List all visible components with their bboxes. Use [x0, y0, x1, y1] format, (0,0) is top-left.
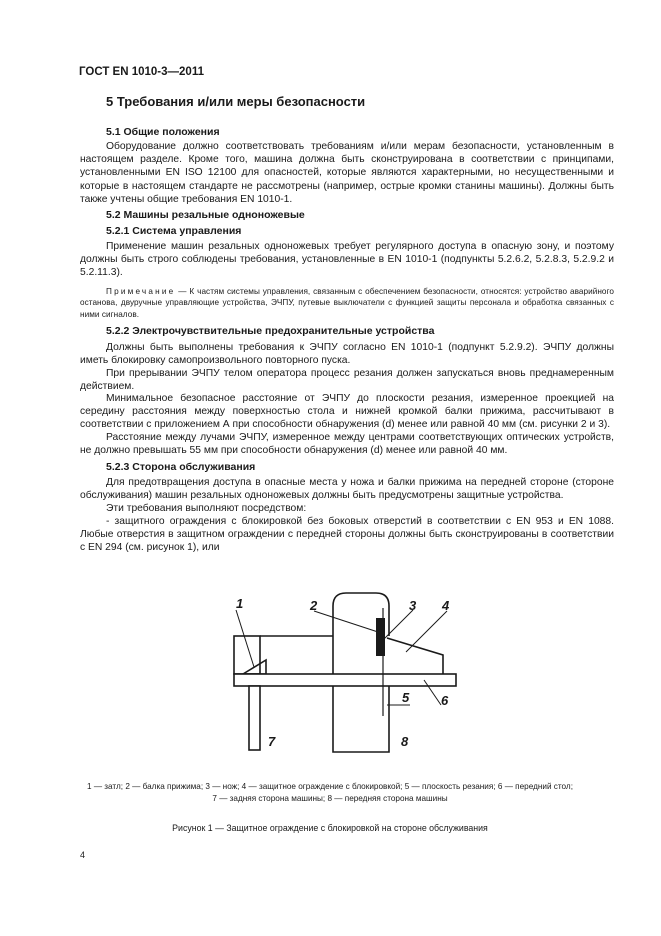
standard-header: ГОСТ EN 1010-3—2011 — [79, 66, 204, 78]
figure-label-3: 3 — [409, 598, 417, 613]
figure-label-1: 1 — [236, 596, 244, 611]
figure-caption: Рисунок 1 — Защитное ограждение с блокировкой на стороне обслуживания — [172, 823, 488, 833]
rear-side-block — [234, 636, 260, 674]
knife — [376, 618, 385, 656]
paragraph-5-2-3-c: - защитного ограждения с блокировкой без боковых отверстий в соответствии с EN 953 и EN 1088. Любые отверстия в защитном ограждении с передней стороны должны быть сконструированы в соответствии с EN 294 (см. рисунок 1), или — [80, 516, 614, 554]
paragraph-5-1: Оборудование должно соответствовать требованиям и/или мерам безопасности, установленным в настоящем разделе. Кроме того, машина должна быть сконструирована в соответствии с принципами, установленными EN ISO 12100 для опасностей, которые являются характерными, но несущественными и которые в настоящем стандарте не рассмотрены (например, острые кромки станины машины). Должны быть также учтены общие требования EN 1010-1. — [80, 141, 614, 205]
note-label: Примечание — [106, 287, 176, 296]
paragraph-5-2-3-a: Для предотвращения доступа в опасные места у ножа и балки прижима на передней стороне (стороне обслуживания) машин резальных одноножевых должны быть предусмотрены защитные устройства. — [80, 477, 614, 502]
heading-5-1: 5.1 Общие положения — [106, 126, 220, 138]
heading-5-2-3: 5.2.3 Сторона обслуживания — [106, 461, 256, 473]
leader-4 — [406, 611, 447, 652]
paragraph-5-2-2-c: Минимальное безопасное расстояние от ЭЧПУ до плоскости резания, измеренное проекцией на середину расстояния между поверхностью стола и нижней кромкой балки прижима, рассчитывают в соответствии с приложением А при способности обнаружения (d) менее или равной 40 мм (см. рисунки 2 и 3). — [80, 393, 614, 431]
front-column — [333, 686, 389, 752]
paragraph-5-2-3-b: Эти требования выполняют посредством: — [106, 503, 307, 514]
leader-3 — [383, 610, 413, 640]
heading-5-2-2: 5.2.2 Электрочувствительные предохранительные устройства — [106, 325, 435, 337]
leader-1 — [236, 610, 254, 667]
paragraph-5-2-2-d: Расстояние между лучами ЭЧПУ, измеренное между центрами соответствующих оптических устройств, не должно превышать 55 мм при способности обнаружения (d) менее или равной 40 мм. — [80, 432, 614, 457]
paragraph-5-2-2-a: Должны быть выполнены требования к ЭЧПУ согласно EN 1010-1 (подпункт 5.2.9.2). ЭЧПУ должны иметь блокировку самопроизвольного повторного пуска. — [80, 342, 614, 367]
front-table — [234, 674, 456, 686]
figure-legend-line-1: 1 — затл; 2 — балка прижима; 3 — нож; 4 — защитное ограждение с блокировкой; 5 — плоскость резания; 6 — передний стол; — [87, 782, 573, 791]
note-text: — К частям системы управления, связанным с обеспечением безопасности, относятся: устройство аварийного останова, двуручные управляющие устройства, ЭЧПУ, путевые выключатели с функцией защиты персонала и обработка связанных с ними сигналов. — [80, 287, 614, 319]
section-title: 5 Требования и/или меры безопасности — [106, 94, 366, 109]
page-number: 4 — [80, 850, 86, 860]
tlk-latch — [243, 660, 266, 674]
figure-label-4: 4 — [442, 598, 450, 613]
heading-5-2-1: 5.2.1 Система управления — [106, 225, 242, 237]
figure-label-7: 7 — [268, 734, 276, 749]
rear-leg — [249, 686, 260, 750]
figure-label-5: 5 — [402, 690, 410, 705]
figure-label-8: 8 — [401, 734, 409, 749]
figure-label-2: 2 — [310, 598, 318, 613]
figure-label-6: 6 — [441, 693, 449, 708]
paragraph-5-2-2-b: При прерывании ЭЧПУ телом оператора процесс резания должен запускаться вновь преднамеренным действием. — [80, 368, 614, 393]
figure-legend-line-2: 7 — задняя сторона машины; 8 — передняя сторона машины — [212, 794, 448, 803]
heading-5-2: 5.2 Машины резальные одноножевые — [106, 209, 305, 221]
leader-2 — [314, 611, 378, 632]
paragraph-5-2-1: Применение машин резальных одноножевых требует регулярного доступа в опасную зону, и поэтому должны быть строго соблюдены требования, установленные в EN 1010-1 (подпункты 5.2.6.2, 5.2.8.3, 5.2.9.2 и 5.2.11.3). — [80, 241, 614, 279]
